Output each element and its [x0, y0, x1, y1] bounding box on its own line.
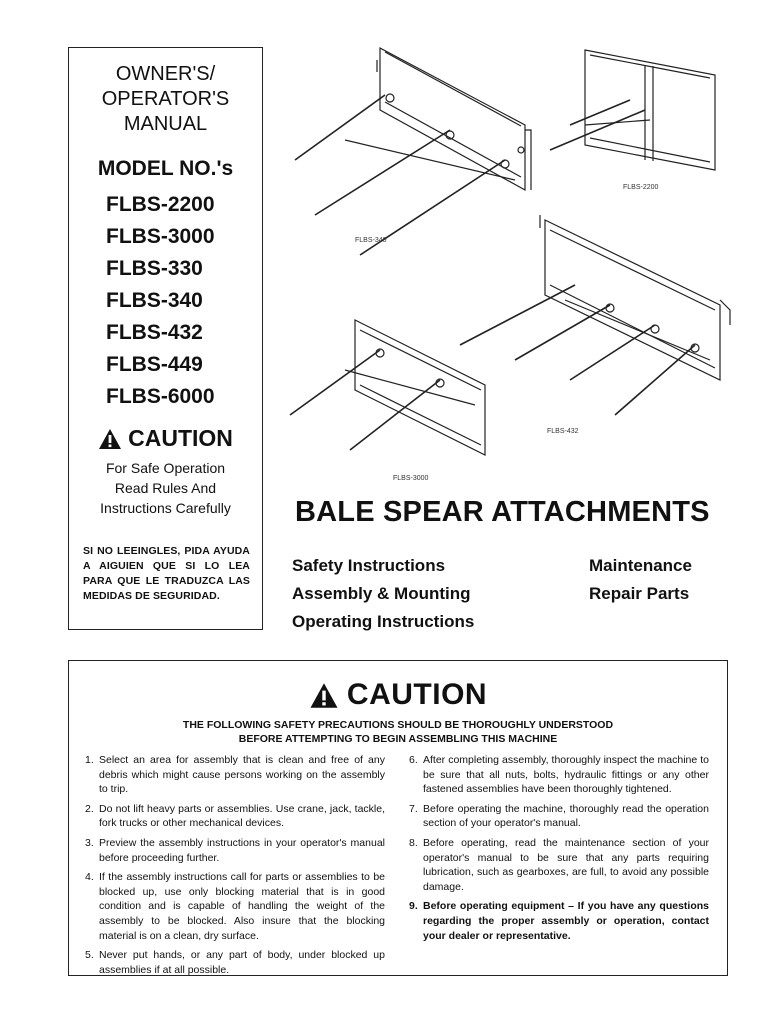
precautions-caution-text: CAUTION — [346, 678, 488, 711]
item-number: 6. — [409, 754, 418, 766]
item-number: 7. — [409, 802, 418, 815]
item-text: Preview the assembly instructions in your operator's manual before proceeding further. — [99, 836, 385, 864]
item-number: 2. — [85, 802, 94, 815]
owners-text: OWNER'S/ — [115, 63, 216, 85]
item-text: Before operating the machine, thoroughly read the operation section of your operator's manual. — [423, 802, 709, 830]
spanish-notice: SI NO LEEINGLES, PIDA AYUDA A AIGUIEN QUE SI LO LEA PARA QUE LE TRADUZCA LAS MEDIDAS DE SEGURIDAD. — [83, 545, 250, 602]
item-text: Never put hands, or any part of body, under blocked up assemblies if at all possible. — [99, 949, 385, 976]
document-title: BALE SPEAR ATTACHMENTS — [295, 496, 710, 528]
item-number: 9. — [409, 900, 418, 913]
flbs-2200-drawing — [550, 50, 715, 170]
cover-panel — [68, 47, 263, 630]
item-number: 1. — [85, 754, 94, 766]
flbs-432-drawing — [460, 215, 730, 415]
caution-text: CAUTION — [128, 425, 233, 451]
intro-line: THE FOLLOWING SAFETY PRECAUTIONS SHOULD BE THOROUGHLY UNDERSTOOD — [182, 719, 614, 731]
precautions-intro — [69, 718, 727, 746]
item-number: 5. — [85, 949, 94, 962]
item-number: 3. — [85, 836, 94, 849]
item-text: Select an area for assembly that is clean and free of any debris which might cause persons working on the assembly to trip. — [99, 754, 385, 796]
list-item — [409, 899, 709, 943]
safe-line: Read Rules And — [114, 480, 217, 496]
list-item — [85, 753, 385, 797]
operators-text: OPERATOR'S — [101, 88, 230, 110]
list-item — [409, 802, 709, 831]
bale-spear-illustrations — [285, 40, 735, 480]
item-text: Do not lift heavy parts or assemblies. Use crane, jack, tackle, fork trucks or other mechanical devices. — [99, 802, 385, 830]
list-item — [85, 948, 385, 977]
manual-text: MANUAL — [123, 113, 208, 135]
section-operating: Operating Instructions — [292, 612, 475, 631]
model-item: FLBS-340 — [106, 289, 203, 312]
manual-heading — [69, 62, 262, 137]
label-flbs-432: FLBS-432 — [547, 428, 579, 435]
precautions-left-column — [85, 753, 385, 982]
warning-icon — [98, 428, 122, 450]
label-flbs-3000: FLBS-3000 — [393, 475, 429, 480]
section-repair-parts: Repair Parts — [589, 584, 690, 603]
model-item: FLBS-3000 — [106, 225, 215, 248]
section-safety: Safety Instructions — [292, 556, 446, 575]
item-text: Before operating, read the maintenance section of your operator's manual to be sure that any parts requiring lubrication, such as gearboxes, are full, to avoid any possible damage. — [423, 836, 709, 893]
sections-left — [292, 552, 474, 636]
safety-precautions-panel — [68, 660, 728, 976]
item-number: 4. — [85, 871, 94, 884]
precautions-caution-heading — [69, 678, 727, 712]
flbs-340-drawing — [295, 48, 531, 255]
model-item: FLBS-6000 — [106, 385, 215, 408]
safe-operation-text — [69, 458, 262, 518]
model-list — [69, 189, 262, 413]
list-item — [85, 802, 385, 831]
warning-icon — [309, 682, 339, 709]
model-item: FLBS-449 — [106, 353, 203, 376]
sections-right — [589, 552, 692, 608]
label-flbs-340: FLBS-340 — [355, 237, 387, 244]
model-item: FLBS-432 — [106, 321, 203, 344]
caution-heading — [69, 425, 262, 452]
model-heading: MODEL NO.'s — [97, 157, 234, 180]
section-maintenance: Maintenance — [589, 556, 692, 575]
safe-line: Instructions Carefully — [100, 500, 231, 516]
flbs-3000-drawing — [290, 320, 485, 455]
list-item — [409, 753, 709, 797]
intro-line: BEFORE ATTEMPTING TO BEGIN ASSEMBLING THIS MACHINE — [238, 733, 558, 745]
safe-line: For Safe Operation — [105, 460, 226, 476]
list-item — [85, 870, 385, 943]
section-assembly: Assembly & Mounting — [292, 584, 471, 603]
item-text: Before operating equipment – If you have any questions regarding the proper assembly or operation, contact your dealer or representative. — [423, 900, 709, 942]
model-item: FLBS-2200 — [106, 193, 215, 216]
model-item: FLBS-330 — [106, 257, 203, 280]
item-number: 8. — [409, 836, 418, 849]
list-item — [85, 836, 385, 865]
item-text: If the assembly instructions call for parts or assemblies to be blocked up, use only blocking material that is in good condition and is capable of handling the weight of the assembly to be blocked. Also insure that the blocking material is on a clean, dry surface. — [99, 871, 385, 942]
item-text: After completing assembly, thoroughly inspect the machine to be sure that all nuts, bolts, hydraulic fittings or any other fastened assemblies have been thoroughly tightened. — [423, 754, 709, 796]
label-flbs-2200: FLBS-2200 — [623, 184, 659, 191]
precautions-right-column — [409, 753, 709, 948]
list-item — [409, 836, 709, 894]
